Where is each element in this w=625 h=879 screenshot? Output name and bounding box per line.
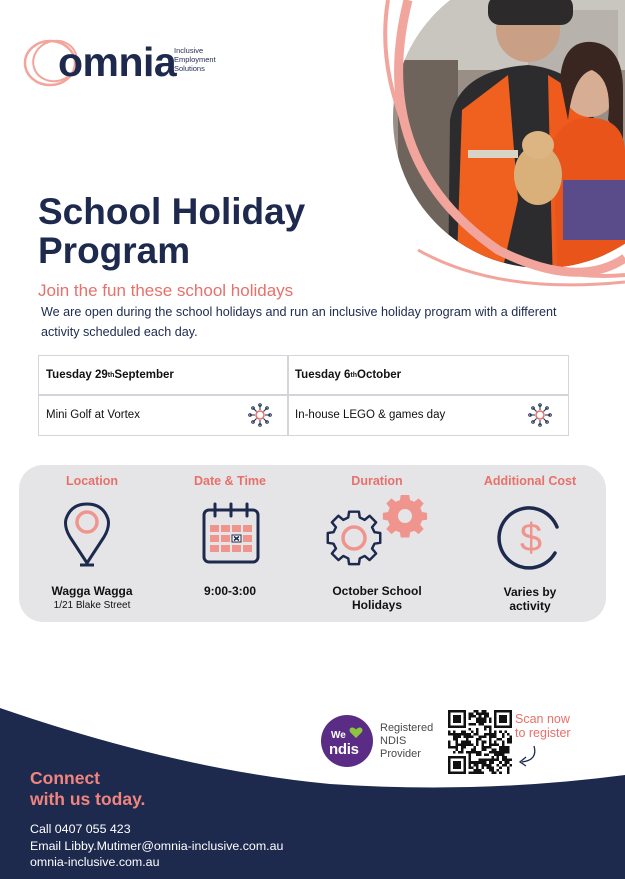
contact-email[interactable]: Email Libby.Mutimer@omnia-inclusive.com.au <box>30 839 284 853</box>
datetime-value: 9:00-3:00 <box>203 584 257 598</box>
details-panel <box>19 465 606 622</box>
gears-icon <box>322 495 434 567</box>
contact-phone[interactable]: Call 0407 055 423 <box>30 822 131 836</box>
svg-text:$: $ <box>519 516 543 560</box>
logo-tagline: Inclusive Employment Solutions <box>174 46 216 73</box>
contact-website[interactable]: omnia-inclusive.com.au <box>30 855 160 869</box>
ndis-provider-text: Registered NDIS Provider <box>380 722 434 760</box>
schedule-activity-2: In-house LEGO & games day <box>295 409 446 421</box>
intro-paragraph: We are open during the school holidays and run an inclusive holiday program with a different activity scheduled each day. <box>41 305 557 339</box>
page-subtitle: Join the fun these school holidays <box>38 281 294 300</box>
cost-label: Additional Cost <box>483 474 577 488</box>
omnia-logo <box>22 34 232 90</box>
connect-heading: Connect with us today. <box>30 768 146 809</box>
scan-cta: Scan now to register <box>515 712 571 740</box>
schedule-date-1: Tuesday 29 th September <box>46 369 174 381</box>
cost-column <box>457 465 603 622</box>
logo-wordmark: omnia <box>58 39 177 85</box>
hero-photo <box>378 0 625 288</box>
heart-icon <box>349 727 363 739</box>
ndis-badge: We ndis <box>321 715 373 767</box>
map-pin-icon <box>62 501 112 567</box>
location-column <box>19 465 165 622</box>
schedule-table <box>38 355 569 436</box>
schedule-date-2: Tuesday 6 th October <box>295 369 402 381</box>
duration-column <box>304 465 450 622</box>
duration-label: Duration <box>351 474 403 488</box>
page-title: School Holiday Program <box>38 191 306 271</box>
duration-value: October School Holidays <box>332 584 422 612</box>
schedule-activity-1: Mini Golf at Vortex <box>46 409 140 421</box>
dollar-icon <box>497 503 565 571</box>
ndis-logo <box>319 711 441 771</box>
curved-arrow-icon <box>514 744 540 768</box>
datetime-label: Date & Time <box>193 474 266 488</box>
location-value: Wagga Wagga <box>51 584 133 598</box>
calendar-icon <box>201 501 261 565</box>
datetime-column <box>157 465 303 622</box>
location-address: 1/21 Blake Street <box>53 600 131 611</box>
cost-value: Varies by activity <box>503 585 557 613</box>
location-label: Location <box>65 474 119 488</box>
activity-icon <box>528 403 552 427</box>
activity-icon <box>248 403 272 427</box>
qr-code[interactable] <box>448 710 512 774</box>
